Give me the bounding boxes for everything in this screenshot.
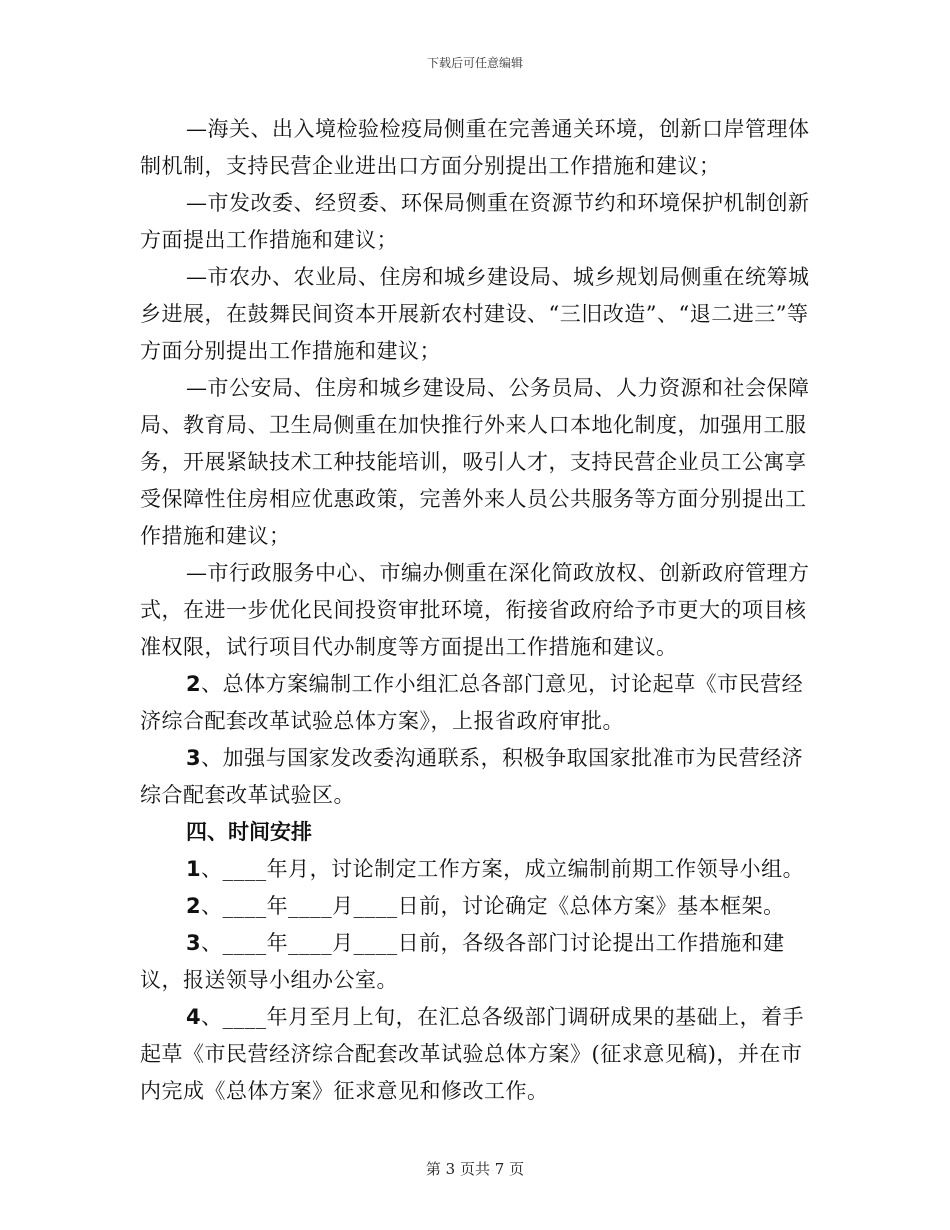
item-number: 3 — [186, 746, 202, 770]
schedule-item-2 — [140, 888, 812, 925]
numbered-item-2 — [140, 666, 812, 740]
item-text: 、____年____月____日前，各级各部门讨论提出工作措施和建议，报送领导小组办公室。 — [140, 931, 785, 992]
paragraph-agriculture: —市农办、农业局、住房和城乡建设局、城乡规划局侧重在统筹城乡进展，在鼓舞民间资本开展新农村建设、“三旧改造”、“退二进三”等方面分别提出工作措施和建议； — [140, 265, 810, 363]
item-text: 、____年____月____日前，讨论确定《总体方案》基本框架。 — [201, 894, 785, 918]
item-number: 3 — [186, 931, 202, 955]
schedule-item-3 — [140, 925, 812, 999]
page-footer: 第 3 页共 7 页 — [425, 1160, 525, 1178]
item-number: 2 — [186, 894, 202, 918]
section-heading: 四、时间安排 — [186, 820, 312, 844]
document-body — [140, 111, 812, 1110]
item-text: 、加强与国家发改委沟通联系，积极争取国家批准市为民营经济综合配套改革试验区。 — [140, 746, 804, 807]
schedule-item-4 — [140, 999, 812, 1110]
schedule-item-1 — [140, 851, 812, 888]
paragraph-development-reform: —市发改委、经贸委、环保局侧重在资源节约和环境保护机制创新方面提出工作措施和建议； — [140, 191, 810, 252]
item-number: 4 — [186, 1005, 202, 1029]
numbered-item-3 — [140, 740, 812, 814]
paragraph-customs: —海关、出入境检验检疫局侧重在完善通关环境，创新口岸管理体制机制，支持民营企业进出口方面分别提出工作措施和建议； — [140, 117, 810, 178]
paragraph-public-security: —市公安局、住房和城乡建设局、公务员局、人力资源和社会保障局、教育局、卫生局侧重在加快推行外来人口本地化制度，加强用工服务，开展紧缺技术工种技能培训，吸引人才，支持民营企业员工公寓享受保障性住房相应优惠政策，完善外来人员公共服务等方面分别提出工作措施和建议； — [140, 376, 810, 548]
item-text: 、____年月至月上旬，在汇总各级部门调研成果的基础上，着手起草《市民营经济综合配套改革试验总体方案》(征求意见稿)，并在市内完成《总体方案》征求意见和修改工作。 — [140, 1005, 805, 1103]
item-number: 2 — [186, 672, 202, 696]
page-header: 下载后可任意编辑 — [426, 56, 523, 70]
item-text: 、总体方案编制工作小组汇总各部门意见，讨论起草《市民营经济综合配套改革试验总体方案》，上报省政府审批。 — [140, 672, 804, 733]
item-number: 1 — [186, 857, 202, 881]
paragraph-administrative-service: —市行政服务中心、市编办侧重在深化简政放权、创新政府管理方式，在进一步优化民间投资审批环境，衔接省政府给予市更大的项目核准权限，试行项目代办制度等方面提出工作措施和建议。 — [140, 561, 810, 659]
item-text: 、____年月，讨论制定工作方案，成立编制前期工作领导小组。 — [201, 857, 805, 881]
